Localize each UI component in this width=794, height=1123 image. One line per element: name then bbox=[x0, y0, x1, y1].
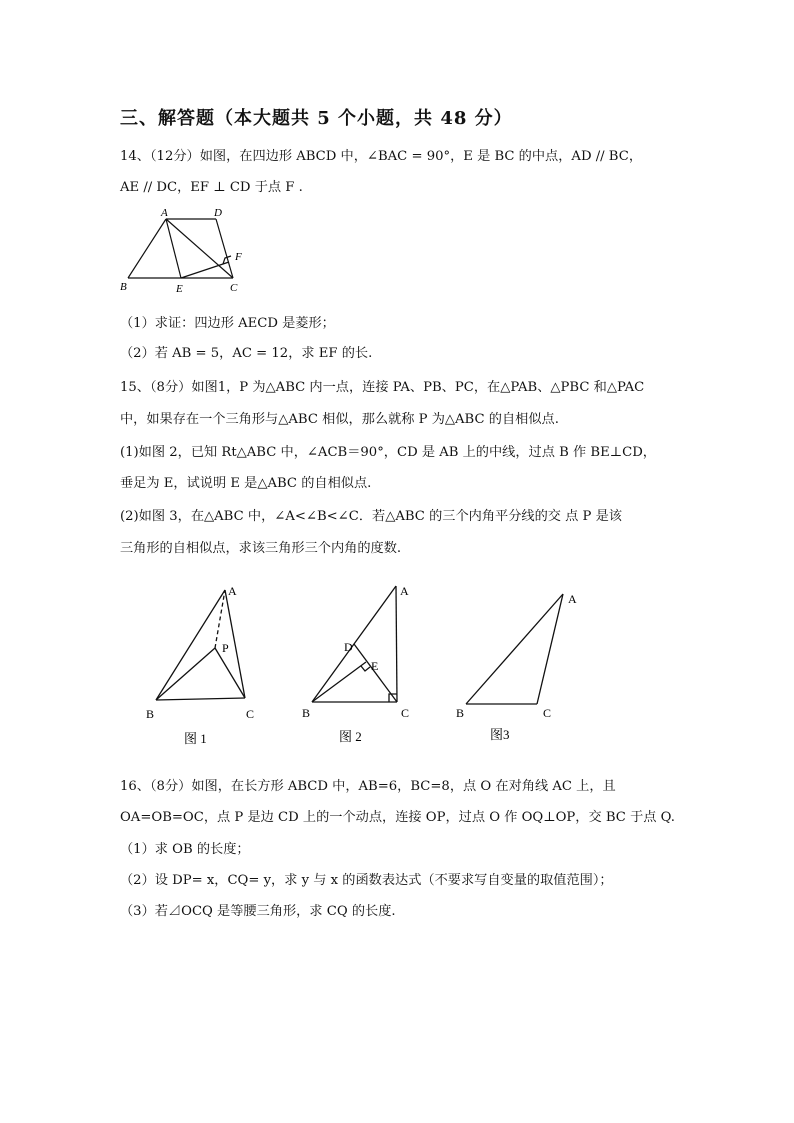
section-title: 三、解答题（本大题共 5 个小题，共 48 分） bbox=[120, 108, 513, 129]
fig2-label-c: C bbox=[401, 706, 410, 720]
fig2-label-e: E bbox=[371, 659, 379, 673]
q16-sub-2: （2）设 DP= x，CQ= y，求 y 与 x 的函数表达式（不要求写自变量的取值范围）； bbox=[120, 873, 613, 888]
figure-1 bbox=[146, 584, 254, 746]
q15-line-5: (2)如图 3，在△ABC 中，∠A<∠B<∠C．若△ABC 的三个内角平分线的交 点 P 是该 bbox=[120, 509, 622, 524]
label-f: F bbox=[235, 251, 242, 263]
q16-line-2: OA=OB=OC，点 P 是边 CD 上的一个动点，连接 OP，过点 O 作 OQ⊥OP，交 BC 于点 Q. bbox=[120, 810, 675, 825]
label-e: E bbox=[176, 283, 183, 295]
q16-sub-3: （3）若⊿OCQ 是等腰三角形，求 CQ 的长度. bbox=[120, 904, 396, 919]
fig2-caption: 图 2 bbox=[339, 729, 362, 744]
q16-sub-1: （1）求 OB 的长度； bbox=[120, 842, 250, 857]
q15-figures bbox=[140, 578, 620, 753]
segment-ab bbox=[128, 219, 166, 278]
q15-line-6: 三角形的自相似点，求该三角形三个内角的度数. bbox=[120, 541, 402, 556]
q14-sub-1: （1）求证：四边形 AECD 是菱形； bbox=[120, 316, 335, 331]
fig3-caption: 图3 bbox=[490, 727, 510, 742]
fig1-label-c: C bbox=[246, 707, 255, 721]
fig1-caption: 图 1 bbox=[184, 731, 207, 746]
segment-ac bbox=[166, 219, 233, 278]
fig2-label-b: B bbox=[302, 706, 311, 720]
q15-line-2: 中，如果存在一个三角形与△ABC 相似，那么就称 P 为△ABC 的自相似点. bbox=[120, 412, 559, 427]
fig3-label-c: C bbox=[543, 706, 552, 720]
figure-2 bbox=[302, 584, 409, 744]
q15-line-1: 15、（8分）如图1，P 为△ABC 内一点，连接 PA、PB、PC，在△PAB、△PBC 和△PAC bbox=[120, 380, 645, 395]
label-d: D bbox=[214, 207, 222, 219]
fig2-label-a: A bbox=[400, 584, 409, 598]
q14-sub-2: （2）若 AB = 5，AC = 12，求 EF 的长. bbox=[120, 346, 373, 361]
label-c: C bbox=[230, 282, 238, 294]
q15-line-3: (1)如图 2，已知 Rt△ABC 中，∠ACB＝90°，CD 是 AB 上的中线，过点 B 作 BE⊥CD， bbox=[120, 445, 656, 460]
q14-line-2: AE // DC，EF ⊥ CD 于点 F . bbox=[120, 180, 303, 195]
label-b: B bbox=[120, 281, 127, 293]
q16-line-1: 16、（8分）如图，在长方形 ABCD 中，AB=6，BC=8，点 O 在对角线 AC 上，且 bbox=[120, 779, 616, 794]
fig1-label-p: P bbox=[222, 641, 229, 655]
figure-3 bbox=[456, 592, 577, 742]
segment-dc bbox=[216, 219, 233, 278]
fig3-label-a: A bbox=[568, 592, 577, 606]
segment-ef bbox=[181, 262, 229, 278]
segment-ae bbox=[166, 219, 181, 278]
fig1-label-a: A bbox=[228, 584, 237, 598]
q14-figure bbox=[112, 202, 262, 298]
fig1-label-b: B bbox=[146, 707, 155, 721]
fig3-label-b: B bbox=[456, 706, 465, 720]
fig2-label-d: D bbox=[344, 640, 353, 654]
label-a: A bbox=[161, 207, 168, 219]
q15-line-4: 垂足为 E，试说明 E 是△ABC 的自相似点. bbox=[120, 476, 372, 491]
q14-line-1: 14、（12分）如图，在四边形 ABCD 中，∠BAC = 90°，E 是 BC 的中点，AD // BC， bbox=[120, 149, 642, 164]
